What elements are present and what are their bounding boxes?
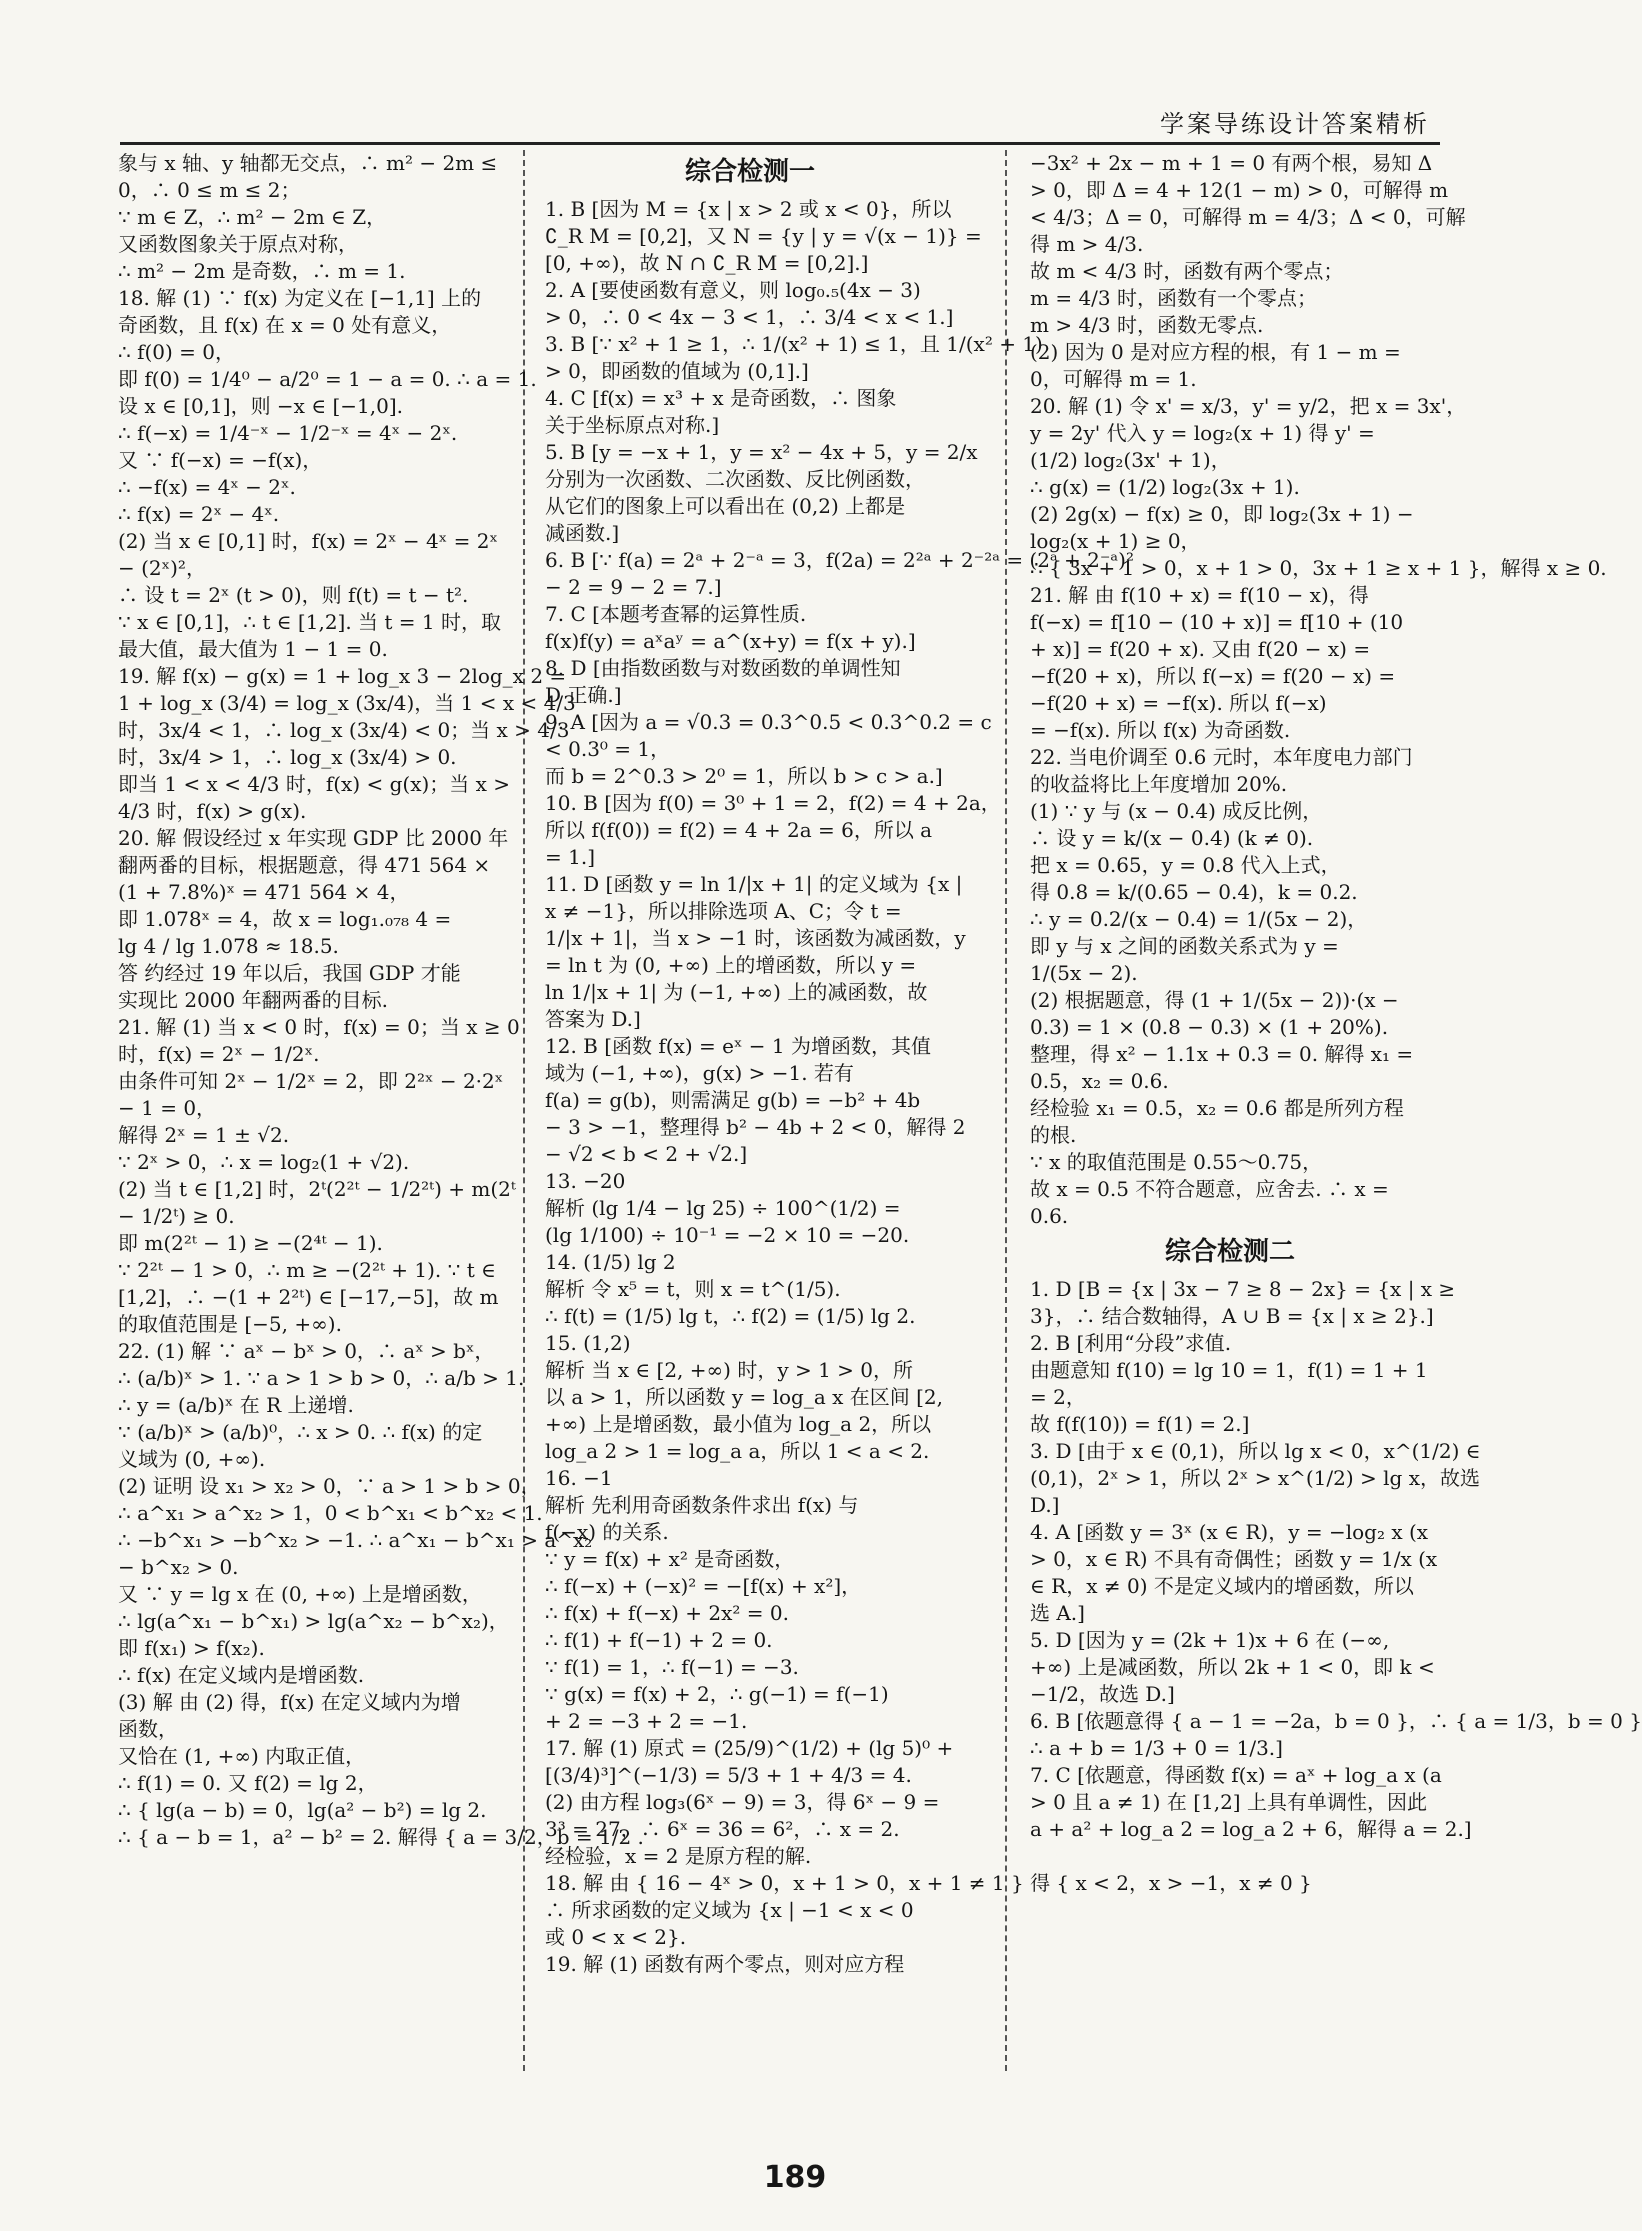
text-line: ∴ f(t) = (1/5) lg t，∴ f(2) = (1/5) lg 2. [545, 1304, 916, 1328]
text-line: 由条件可知 2ˣ − 1/2ˣ = 2，即 2²ˣ − 2·2ˣ [118, 1069, 504, 1093]
text-line: 象与 x 轴、y 轴都无交点，∴ m² − 2m ≤ [118, 151, 498, 175]
text-line: 3}，∴ 结合数轴得，A ∪ B = {x | x ≥ 2}.] [1030, 1304, 1434, 1328]
text-line: 5. B [y = −x + 1，y = x² − 4x + 5，y = 2/x [545, 440, 978, 464]
text-line: ∴ lg(a^x₁ − b^x₁) > lg(a^x₂ − b^x₂)， [118, 1609, 509, 1633]
text-line: 即 f(x₁) > f(x₂). [118, 1636, 265, 1660]
text-line: 19. 解 f(x) − g(x) = 1 + log_x 3 − 2log_x 2 = [118, 664, 567, 688]
text-line: ∴ y = 0.2/(x − 0.4) = 1/(5x − 2)， [1030, 907, 1368, 931]
text-line: D 正确.] [545, 683, 622, 707]
text-line: 15. (1,2) [545, 1331, 631, 1355]
text-line: 2. B [利用“分段”求值. [1030, 1331, 1232, 1355]
text-line: ∴ 设 y = k/(x − 0.4) (k ≠ 0). [1030, 826, 1314, 850]
text-line: 解得 2ˣ = 1 ± √2. [118, 1123, 290, 1147]
page-number: 189 [763, 2160, 827, 2195]
text-line: 翻两番的目标，根据题意，得 471 564 × [118, 853, 491, 877]
text-line: ∁_R M = [0,2]，又 N = {y | y = √(x − 1)} = [545, 224, 982, 248]
text-line: ∴ f(1) = 0. 又 f(2) = lg 2， [118, 1771, 378, 1795]
text-line: + 2 = −3 + 2 = −1. [545, 1709, 748, 1733]
text-line: < 0.3⁰ = 1， [545, 737, 671, 761]
text-line: 即 y 与 x 之间的函数关系式为 y = [1030, 934, 1339, 958]
text-line: ∵ f(1) = 1，∴ f(−1) = −3. [545, 1655, 799, 1679]
text-line: + x)] = f(20 + x). 又由 f(20 − x) = [1030, 637, 1371, 661]
text-line: 3³ = 27，∴ 6ˣ = 36 = 6²，∴ x = 2. [545, 1817, 900, 1841]
text-line: 19. 解 (1) 函数有两个零点，则对应方程 [545, 1952, 905, 1976]
text-line: f(−x) = f[10 − (10 + x)] = f[10 + (10 [1030, 610, 1404, 634]
text-line: ∵ 2ˣ > 0，∴ x = log₂(1 + √2). [118, 1150, 410, 1174]
text-line: 1 + log_x (3/4) = log_x (3x/4)，当 1 < x < 4/3 [118, 691, 576, 715]
text-line: 的收益将比上年度增加 20%. [1030, 772, 1288, 796]
text-line: (2) 证明 设 x₁ > x₂ > 0，∵ a > 1 > b > 0， [118, 1474, 541, 1498]
text-line: = −f(x). 所以 f(x) 为奇函数. [1030, 718, 1291, 742]
text-line: (2) 当 t ∈ [1,2] 时，2ᵗ(2²ᵗ − 1/2²ᵗ) + m(2ᵗ [118, 1177, 516, 1201]
text-line: − b^x₂ > 0. [118, 1555, 239, 1579]
text-line: f(−x) 的关系. [545, 1520, 669, 1544]
text-line: 20. 解 (1) 令 x' = x/3，y' = y/2，把 x = 3x'， [1030, 394, 1467, 418]
text-line: ∴ f(x) 在定义域内是增函数. [118, 1663, 365, 1687]
text-line: ∵ m ∈ Z，∴ m² − 2m ∈ Z， [118, 205, 387, 229]
page-header [0, 0, 1590, 150]
text-line: ∵ g(x) = f(x) + 2，∴ g(−1) = f(−1) [545, 1682, 889, 1706]
text-line: +∞) 上是增函数，最小值为 log_a 2，所以 [545, 1412, 932, 1436]
text-line: 12. B [函数 f(x) = eˣ − 1 为增函数，其值 [545, 1034, 932, 1058]
text-line: 22. (1) 解 ∵ aˣ − bˣ > 0，∴ aˣ > bˣ， [118, 1339, 495, 1363]
text-line: 解析 当 x ∈ [2, +∞) 时，y > 1 > 0，所 [545, 1358, 914, 1382]
text-line: 即当 1 < x < 4/3 时，f(x) < g(x)；当 x > [118, 772, 511, 796]
text-line: −f(20 + x) = −f(x). 所以 f(−x) [1030, 691, 1327, 715]
text-line: y = 2y' 代入 y = log₂(x + 1) 得 y' = [1030, 421, 1375, 445]
text-line: 2. A [要使函数有意义，则 log₀.₅(4x − 3) [545, 278, 921, 302]
text-line: 10. B [因为 f(0) = 3⁰ + 1 = 2，f(2) = 4 + 2a， [545, 791, 1001, 815]
text-line: − 1/2ᵗ) ≥ 0. [118, 1204, 235, 1228]
text-line: ∴ −b^x₁ > −b^x₂ > −1. ∴ a^x₁ − b^x₁ > a^x₂ [118, 1528, 593, 1552]
text-line: 经检验 x₁ = 0.5，x₂ = 0.6 都是所列方程 [1030, 1096, 1404, 1120]
text-line: f(x)f(y) = aˣaʸ = a^(x+y) = f(x + y).] [545, 629, 916, 653]
text-line: 时，3x/4 < 1，∴ log_x (3x/4) < 0；当 x > 4/3 [118, 718, 570, 742]
text-line: ∴ f(−x) + (−x)² = −[f(x) + x²]， [545, 1574, 862, 1598]
text-line: 17. 解 (1) 原式 = (25/9)^(1/2) + (lg 5)⁰ + [545, 1736, 954, 1760]
text-line: 解析 (lg 1/4 − lg 25) ÷ 100^(1/2) = [545, 1196, 901, 1220]
text-line: 得 m > 4/3. [1030, 232, 1144, 256]
column-divider [1005, 150, 1007, 2071]
text-line: 的取值范围是 [−5, +∞). [118, 1312, 342, 1336]
text-line: ∴ y = (a/b)ˣ 在 R 上递增. [118, 1393, 354, 1417]
section-title: 综合检测一 [684, 157, 815, 187]
text-line: ∈ R，x ≠ 0) 不是定义域内的增函数，所以 [1030, 1574, 1414, 1598]
text-line: 奇函数，且 f(x) 在 x = 0 处有意义， [118, 313, 452, 337]
text-line: −1/2，故选 D.] [1030, 1682, 1175, 1706]
column-divider [523, 150, 525, 2071]
text-line: ∴ −f(x) = 4ˣ − 2ˣ. [118, 475, 296, 499]
text-line: 1. B [因为 M = {x | x > 2 或 x < 0}，所以 [545, 197, 952, 221]
text-line: 1/(5x − 2). [1030, 961, 1138, 985]
text-line: ∴ g(x) = (1/2) log₂(3x + 1). [1030, 475, 1300, 499]
text-line: 即 m(2²ᵗ − 1) ≥ −(2⁴ᵗ − 1). [118, 1231, 383, 1255]
text-line: 又函数图象关于原点对称， [118, 232, 358, 256]
text-line: 4/3 时，f(x) > g(x). [118, 799, 307, 823]
text-line: 把 x = 0.65，y = 0.8 代入上式， [1030, 853, 1341, 877]
text-line: 函数， [118, 1717, 178, 1741]
text-line: D.] [1030, 1493, 1060, 1517]
text-line: [0, +∞)，故 N ∩ ∁_R M = [0,2].] [545, 251, 869, 275]
text-line: 22. 当电价调至 0.6 元时，本年度电力部门 [1030, 745, 1413, 769]
text-line: − 3 > −1，整理得 b² − 4b + 2 < 0，解得 2 [545, 1115, 966, 1139]
text-line: 3. B [∵ x² + 1 ≥ 1，∴ 1/(x² + 1) ≤ 1，且 1/(x² + 1) [545, 332, 1043, 356]
text-line: ∴ { lg(a − b) = 0，lg(a² − b²) = lg 2. [118, 1798, 487, 1822]
section-title: 综合检测二 [1164, 1237, 1295, 1267]
text-line: 由题意知 f(10) = lg 10 = 1，f(1) = 1 + 1 [1030, 1358, 1428, 1382]
text-line: m > 4/3 时，函数无零点. [1030, 313, 1264, 337]
text-line: 答 约经过 19 年以后，我国 GDP 才能 [118, 961, 461, 985]
text-line: − (2ˣ)²， [118, 556, 206, 580]
text-line: (1) ∵ y 与 (x − 0.4) 成反比例， [1030, 799, 1323, 823]
text-line: 以 a > 1，所以函数 y = log_a x 在区间 [2, [545, 1385, 944, 1409]
text-line: 设 x ∈ [0,1]，则 −x ∈ [−1,0]. [118, 394, 404, 418]
text-line: 答案为 D.] [545, 1007, 641, 1031]
text-line: ∴ f(x) + f(−x) + 2x² = 0. [545, 1601, 789, 1625]
text-line: 故 x = 0.5 不符合题意，应舍去. ∴ x = [1030, 1177, 1389, 1201]
header-title: 学案导练设计答案精析 [1160, 110, 1430, 138]
text-line: (2) 根据题意，得 (1 + 1/(5x − 2))·(x − [1030, 988, 1399, 1012]
text-line: 最大值，最大值为 1 − 1 = 0. [118, 637, 388, 661]
text-line: 18. 解 (1) ∵ f(x) 为定义在 [−1,1] 上的 [118, 286, 482, 310]
text-line: 关于坐标原点对称.] [545, 413, 720, 437]
text-line: > 0 且 a ≠ 1) 在 [1,2] 上具有单调性，因此 [1030, 1790, 1427, 1814]
text-line: f(a) = g(b)，则需满足 g(b) = −b² + 4b [545, 1088, 921, 1112]
text-line: 整理，得 x² − 1.1x + 0.3 = 0. 解得 x₁ = [1030, 1042, 1414, 1066]
text-line: = ln t 为 (0, +∞) 上的增函数，所以 y = [545, 953, 917, 977]
text-line: ∵ x ∈ [0,1]，∴ t ∈ [1,2]. 当 t = 1 时，取 [118, 610, 502, 634]
text-line: a + a² + log_a 2 = log_a 2 + 6，解得 a = 2.] [1030, 1817, 1472, 1841]
text-line: 从它们的图象上可以看出在 (0,2) 上都是 [545, 494, 906, 518]
text-line: ∴ a^x₁ > a^x₂ > 1，0 < b^x₁ < b^x₂ < 1. [118, 1501, 543, 1525]
text-line: x ≠ −1}，所以排除选项 A、C；令 t = [545, 899, 902, 923]
text-line: lg 4 / lg 1.078 ≈ 18.5. [118, 934, 339, 958]
text-line: ∴ a + b = 1/3 + 0 = 1/3.] [1030, 1736, 1283, 1760]
text-line: m = 4/3 时，函数有一个零点； [1030, 286, 1317, 310]
text-line: 4. A [函数 y = 3ˣ (x ∈ R)，y = −log₂ x (x [1030, 1520, 1429, 1544]
text-line: (2) 因为 0 是对应方程的根，有 1 − m = [1030, 340, 1401, 364]
text-line: 时，f(x) = 2ˣ − 1/2ˣ. [118, 1042, 320, 1066]
text-line: 1/|x + 1|，当 x > −1 时，该函数为减函数，y [545, 926, 966, 950]
text-line: − 2 = 9 − 2 = 7.] [545, 575, 722, 599]
text-line: 经检验，x = 2 是原方程的解. [545, 1844, 812, 1868]
text-line: ∴ f(1) + f(−1) + 2 = 0. [545, 1628, 773, 1652]
text-line: 又 ∵ y = lg x 在 (0, +∞) 上是增函数， [118, 1582, 482, 1606]
text-line: 即 1.078ˣ = 4，故 x = log₁.₀₇₈ 4 = [118, 907, 452, 931]
text-line: ∵ (a/b)ˣ > (a/b)⁰，∴ x > 0. ∴ f(x) 的定 [118, 1420, 483, 1444]
text-line: 20. 解 假设经过 x 年实现 GDP 比 2000 年 [118, 826, 509, 850]
text-line: > 0，∴ 0 < 4x − 3 < 1，∴ 3/4 < x < 1.] [545, 305, 954, 329]
text-line: ∵ y = f(x) + x² 是奇函数， [545, 1547, 795, 1571]
text-line: > 0，即函数的值域为 (0,1].] [545, 359, 809, 383]
text-line: ∵ x 的取值范围是 0.55～0.75， [1030, 1150, 1323, 1174]
text-line: 的根. [1030, 1123, 1077, 1147]
text-line: 故 m < 4/3 时，函数有两个零点； [1030, 259, 1344, 283]
text-line: ln 1/|x + 1| 为 (−1, +∞) 上的减函数，故 [545, 980, 928, 1004]
text-line: 4. C [f(x) = x³ + x 是奇函数，∴ 图象 [545, 386, 897, 410]
text-line: 时，3x/4 > 1，∴ log_x (3x/4) > 0. [118, 745, 457, 769]
text-line: 0.3) = 1 × (0.8 − 0.3) × (1 + 20%). [1030, 1015, 1389, 1039]
text-line: 故 f(f(10)) = f(1) = 2.] [1030, 1412, 1250, 1436]
text-line: − √2 < b < 2 + √2.] [545, 1142, 748, 1166]
text-line: (2) 由方程 log₃(6ˣ − 9) = 3，得 6ˣ − 9 = [545, 1790, 940, 1814]
text-line: 或 0 < x < 2}. [545, 1925, 687, 1949]
text-line: log_a 2 > 1 = log_a a，所以 1 < a < 2. [545, 1439, 930, 1463]
text-line: 14. (1/5) lg 2 [545, 1250, 676, 1274]
text-line: (2) 当 x ∈ [0,1] 时，f(x) = 2ˣ − 4ˣ = 2ˣ [118, 529, 498, 553]
text-line: ∴ { a − b = 1，a² − b² = 2. 解得 { a = 3/2，b = 1/2 . [118, 1825, 644, 1849]
text-line: (2) 2g(x) − f(x) ≥ 0，即 log₂(3x + 1) − [1030, 502, 1414, 526]
text-line: [1,2]，∴ −(1 + 2²ᵗ) ∈ [−17,−5]，故 m [118, 1285, 499, 1309]
text-line: 分别为一次函数、二次函数、反比例函数， [545, 467, 925, 491]
text-line: ∴ { 3x + 1 > 0，x + 1 > 0，3x + 1 ≥ x + 1 }，解得 x ≥ 0. [1030, 556, 1607, 580]
text-line: −3x² + 2x − m + 1 = 0 有两个根，易知 Δ [1030, 151, 1433, 175]
text-line: 21. 解 (1) 当 x < 0 时，f(x) = 0；当 x ≥ 0 [118, 1015, 520, 1039]
text-line: log₂(x + 1) ≥ 0， [1030, 529, 1201, 553]
text-line: 义域为 (0, +∞). [118, 1447, 266, 1471]
text-line: 3. D [由于 x ∈ (0,1)，所以 lg x < 0，x^(1/2) ∈ [1030, 1439, 1481, 1463]
text-line: 减函数.] [545, 521, 620, 545]
text-line: < 4/3；Δ = 0，可解得 m = 4/3；Δ < 0，可解 [1030, 205, 1466, 229]
text-line: 8. D [由指数函数与对数函数的单调性知 [545, 656, 901, 680]
text-line: 所以 f(f(0)) = f(2) = 4 + 2a = 6，所以 a [545, 818, 933, 842]
text-line: 又 ∵ f(−x) = −f(x)， [118, 448, 323, 472]
text-line: (0,1)，2ˣ > 1，所以 2ˣ > x^(1/2) > lg x，故选 [1030, 1466, 1480, 1490]
text-line: = 1.] [545, 845, 595, 869]
text-line: 0，可解得 m = 1. [1030, 367, 1197, 391]
text-line: 0，∴ 0 ≤ m ≤ 2； [118, 178, 301, 202]
text-line: 解析 先利用奇函数条件求出 f(x) 与 [545, 1493, 859, 1517]
text-line: +∞) 上是减函数，所以 2k + 1 < 0，即 k < [1030, 1655, 1435, 1679]
text-line: 域为 (−1, +∞)，g(x) > −1. 若有 [545, 1061, 854, 1085]
text-line: 得 0.8 = k/(0.65 − 0.4)，k = 0.2. [1030, 880, 1358, 904]
text-line: (lg 1/100) ÷ 10⁻¹ = −2 × 10 = −20. [545, 1223, 910, 1247]
text-line: (1 + 7.8%)ˣ = 471 564 × 4， [118, 880, 410, 904]
text-line: ∴ 设 t = 2ˣ (t > 0)，则 f(t) = t − t². [118, 583, 469, 607]
text-line: ∴ f(0) = 0， [118, 340, 236, 364]
text-line: 选 A.] [1030, 1601, 1085, 1625]
text-line: 9. A [因为 a = √0.3 = 0.3^0.5 < 0.3^0.2 = c [545, 710, 992, 734]
text-line: > 0，x ∈ R) 不具有奇偶性；函数 y = 1/x (x [1030, 1547, 1438, 1571]
text-line: 又恰在 (1, +∞) 内取正值， [118, 1744, 366, 1768]
text-line: − 1 = 0， [118, 1096, 217, 1120]
text-line: ∴ 所求函数的定义域为 {x | −1 < x < 0 [545, 1898, 914, 1922]
text-line: 6. B [∵ f(a) = 2ᵃ + 2⁻ᵃ = 3，f(2a) = 2²ᵃ + 2⁻²ᵃ = (2ᵃ + 2⁻ᵃ)² [545, 548, 1134, 572]
text-line: 6. B [依题意得 { a − 1 = −2a，b = 0 }，∴ { a = 1/3，b = 0 } [1030, 1709, 1642, 1733]
text-line: 11. D [函数 y = ln 1/|x + 1| 的定义域为 {x | [545, 872, 963, 896]
text-line: 16. −1 [545, 1466, 613, 1490]
text-line: 解析 令 x⁵ = t，则 x = t^(1/5). [545, 1277, 841, 1301]
text-line: (3) 解 由 (2) 得，f(x) 在定义域内为增 [118, 1690, 461, 1714]
text-line: 18. 解 由 { 16 − 4ˣ > 0，x + 1 > 0，x + 1 ≠ 1 } 得 { x < 2，x > −1，x ≠ 0 } [545, 1871, 1312, 1895]
text-line: ∴ f(x) = 2ˣ − 4ˣ. [118, 502, 280, 526]
text-line: ∴ m² − 2m 是奇数，∴ m = 1. [118, 259, 406, 283]
text-line: 0.6. [1030, 1204, 1069, 1228]
text-line: ∴ f(−x) = 1/4⁻ˣ − 1/2⁻ˣ = 4ˣ − 2ˣ. [118, 421, 458, 445]
text-line: > 0，即 Δ = 4 + 12(1 − m) > 0，可解得 m [1030, 178, 1449, 202]
text-line: = 2， [1030, 1385, 1086, 1409]
text-line: 1. D [B = {x | 3x − 7 ≥ 8 − 2x} = {x | x ≥ [1030, 1277, 1456, 1301]
column-right [1030, 150, 1642, 2071]
text-line: 而 b = 2^0.3 > 2⁰ = 1，所以 b > c > a.] [545, 764, 943, 788]
text-line: 21. 解 由 f(10 + x) = f(10 − x)，得 [1030, 583, 1369, 607]
text-line: 即 f(0) = 1/4⁰ − a/2⁰ = 1 − a = 0. ∴ a = 1. [118, 367, 537, 391]
text-line: ∵ 2²ᵗ − 1 > 0，∴ m ≥ −(2²ᵗ + 1). ∵ t ∈ [118, 1258, 496, 1282]
text-line: 7. C [依题意，得函数 f(x) = aˣ + log_a x (a [1030, 1763, 1442, 1787]
text-line: −f(20 + x)，所以 f(−x) = f(20 − x) = [1030, 664, 1396, 688]
text-line: ∴ (a/b)ˣ > 1. ∵ a > 1 > b > 0，∴ a/b > 1. [118, 1366, 525, 1390]
text-line: 13. −20 [545, 1169, 626, 1193]
text-line: 7. C [本题考查幂的运算性质. [545, 602, 807, 626]
text-line: 0.5，x₂ = 0.6. [1030, 1069, 1169, 1093]
text-line: 5. D [因为 y = (2k + 1)x + 6 在 (−∞, [1030, 1628, 1390, 1652]
header-rule [120, 142, 1440, 145]
text-line: 实现比 2000 年翻两番的目标. [118, 988, 388, 1012]
text-line: (1/2) log₂(3x' + 1)， [1030, 448, 1231, 472]
text-line: [(3/4)³]^(−1/3) = 5/3 + 1 + 4/3 = 4. [545, 1763, 912, 1787]
